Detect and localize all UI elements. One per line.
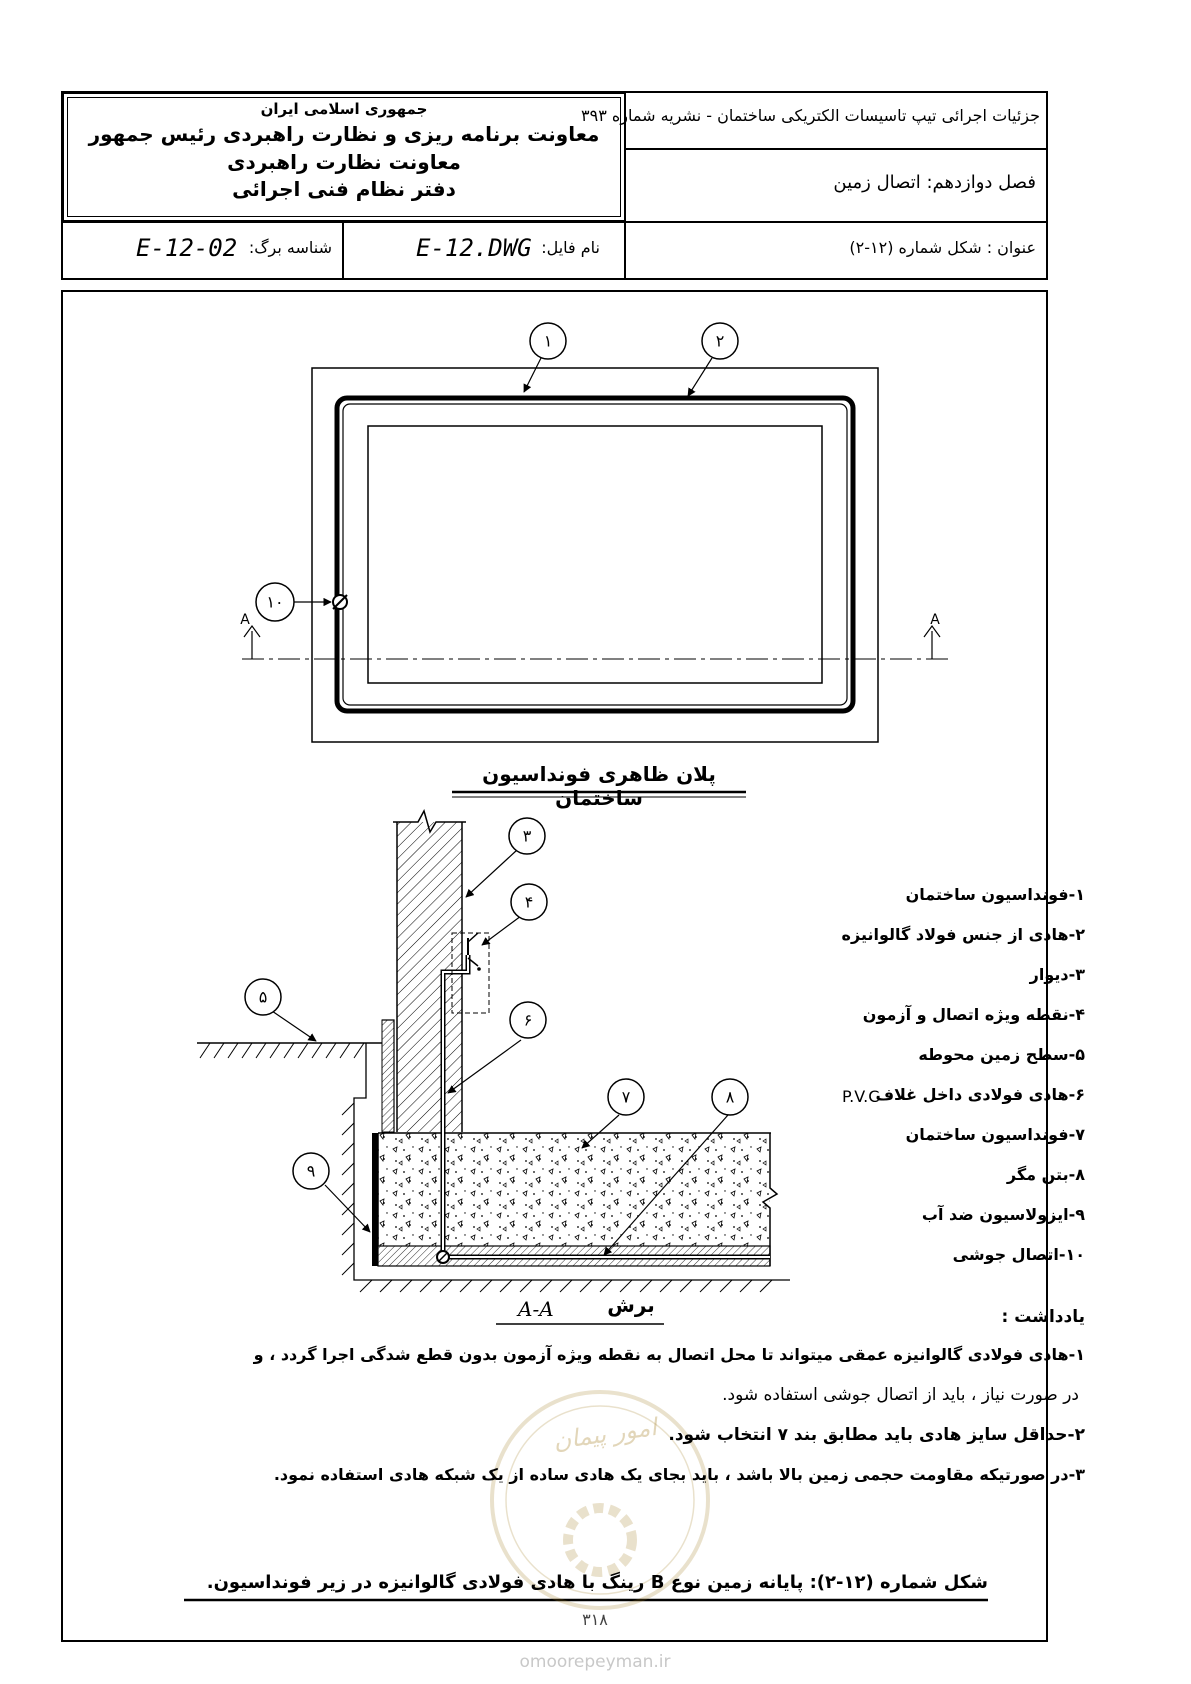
legend-item-3: ۳-دیوار (1029, 965, 1085, 984)
callout-label-10: ۱۰ (266, 592, 284, 612)
ground-hatching (200, 1043, 364, 1058)
section-caption-code: A-A (518, 1297, 554, 1321)
plan-ring-inner (343, 404, 847, 705)
callout-label-7: ۷ (621, 1087, 631, 1107)
callout-label-5: ۵ (258, 987, 268, 1007)
notes-heading: یادداشت : (1001, 1307, 1085, 1327)
legend-item-5: ۵-سطح زمین محوطه (918, 1045, 1085, 1064)
legend-item-7: ۷-فونداسیون ساختمان (905, 1125, 1085, 1144)
plan-ring-conductor (337, 398, 853, 711)
chapter-title: فصل دوازدهم: اتصال زمین (833, 172, 1036, 193)
note-line-1: ۱-هادی فولادی گالوانیزه عمقی میتواند تا محل اتصال به نقطه ویژه آزمون بدون قطع شدگی اجرا گردد ، و (253, 1345, 1085, 1364)
sheet-id-label: شناسه برگ: (248, 238, 332, 257)
callout-label-4: ۴ (524, 892, 534, 912)
sheet-id: E-12-02 (136, 234, 238, 262)
leader-2 (688, 358, 712, 396)
ministry-text: جمهوری اسلامی ایران (260, 100, 428, 118)
waterproofing-vertical (382, 1020, 394, 1132)
plan-caption: پلان ظاهری فونداسیون ساختمان (482, 762, 716, 810)
callout-bubbles (245, 323, 748, 1189)
callout-label-3: ۳ (522, 826, 532, 846)
wall (397, 822, 462, 1132)
leader-1 (524, 358, 541, 392)
figure-title: عنوان : شکل شماره (۱۲-۲) (849, 238, 1036, 257)
watermark-text: امور پیمان (551, 1412, 659, 1456)
note-line-4: ۳-در صورتیکه مقاومت حجمی زمین بالا باشد ، باید بجای یک هادی ساده از یک شبکه هادی استفاده نمود. (273, 1465, 1085, 1484)
section-caption-word: برش (607, 1293, 655, 1317)
legend-item-6: ۶-هادی فولادی داخل غلاف (875, 1085, 1085, 1104)
leader-9 (325, 1185, 370, 1232)
legend-item-9: ۹-ایزولاسیون ضد آب (921, 1205, 1085, 1224)
foundation-concrete (378, 1133, 770, 1246)
legend-item-4: ۴-نقطه ویژه اتصال و آزمون (862, 1005, 1085, 1024)
callout-label-8: ۸ (725, 1087, 735, 1107)
file-name: E-12.DWG (416, 234, 532, 262)
section-view (197, 811, 790, 1292)
org-line-1: معاونت برنامه ریزی و نظارت راهبردی رئیس جمهور (88, 122, 600, 146)
watermark-site: omoorepeyman.ir (519, 1652, 671, 1672)
plan-building-rect (368, 426, 822, 683)
legend-item-10: ۱۰-اتصال جوشی (952, 1245, 1085, 1264)
section-marker-label-left: A (240, 612, 250, 628)
page-number: ۳۱۸ (582, 1610, 608, 1629)
legend-item-1: ۱-فونداسیون ساختمان (905, 885, 1085, 904)
leader-3 (466, 850, 517, 897)
section-marker-label-right: A (930, 612, 940, 628)
waterproofing-side (372, 1133, 378, 1266)
plan-outer-rect (312, 368, 878, 742)
legend-item-8: ۸-بتن مگر (1006, 1165, 1085, 1184)
org-line-2: معاونت نظارت راهبردی (227, 150, 461, 174)
note-line-2: در صورت نیاز ، باید از اتصال جوشی استفاده شود. (722, 1385, 1079, 1405)
figure-caption: شکل شماره (۱۲-۲): پایانه زمین نوع B رینگ با هادی فولادی گالوانیزه در زیر فونداسیون. (206, 1572, 988, 1593)
leader-5 (272, 1011, 316, 1041)
plan-view (242, 358, 950, 742)
callout-label-2: ۲ (715, 331, 725, 351)
org-line-3: دفتر نظام فنی اجرائی (232, 177, 456, 201)
file-label: نام فایل: (541, 238, 600, 257)
callout-label-1: ۱ (543, 331, 553, 351)
pvc-label: P.V.C (842, 1087, 880, 1106)
legend-item-2: ۲-هادی از جنس فولاد گالوانیزه (841, 925, 1085, 944)
callout-label-6: ۶ (523, 1010, 533, 1030)
callout-label-9: ۹ (306, 1161, 316, 1181)
note-line-3: ۲-حداقل سایز هادی باید مطابق بند ۷ انتخاب شود. (668, 1425, 1085, 1445)
leader-4 (482, 916, 521, 945)
publication-title: جزئیات اجرائی تیپ تاسیسات الکتریکی ساختمان - نشریه شماره ۳۹۳ (581, 106, 1040, 125)
